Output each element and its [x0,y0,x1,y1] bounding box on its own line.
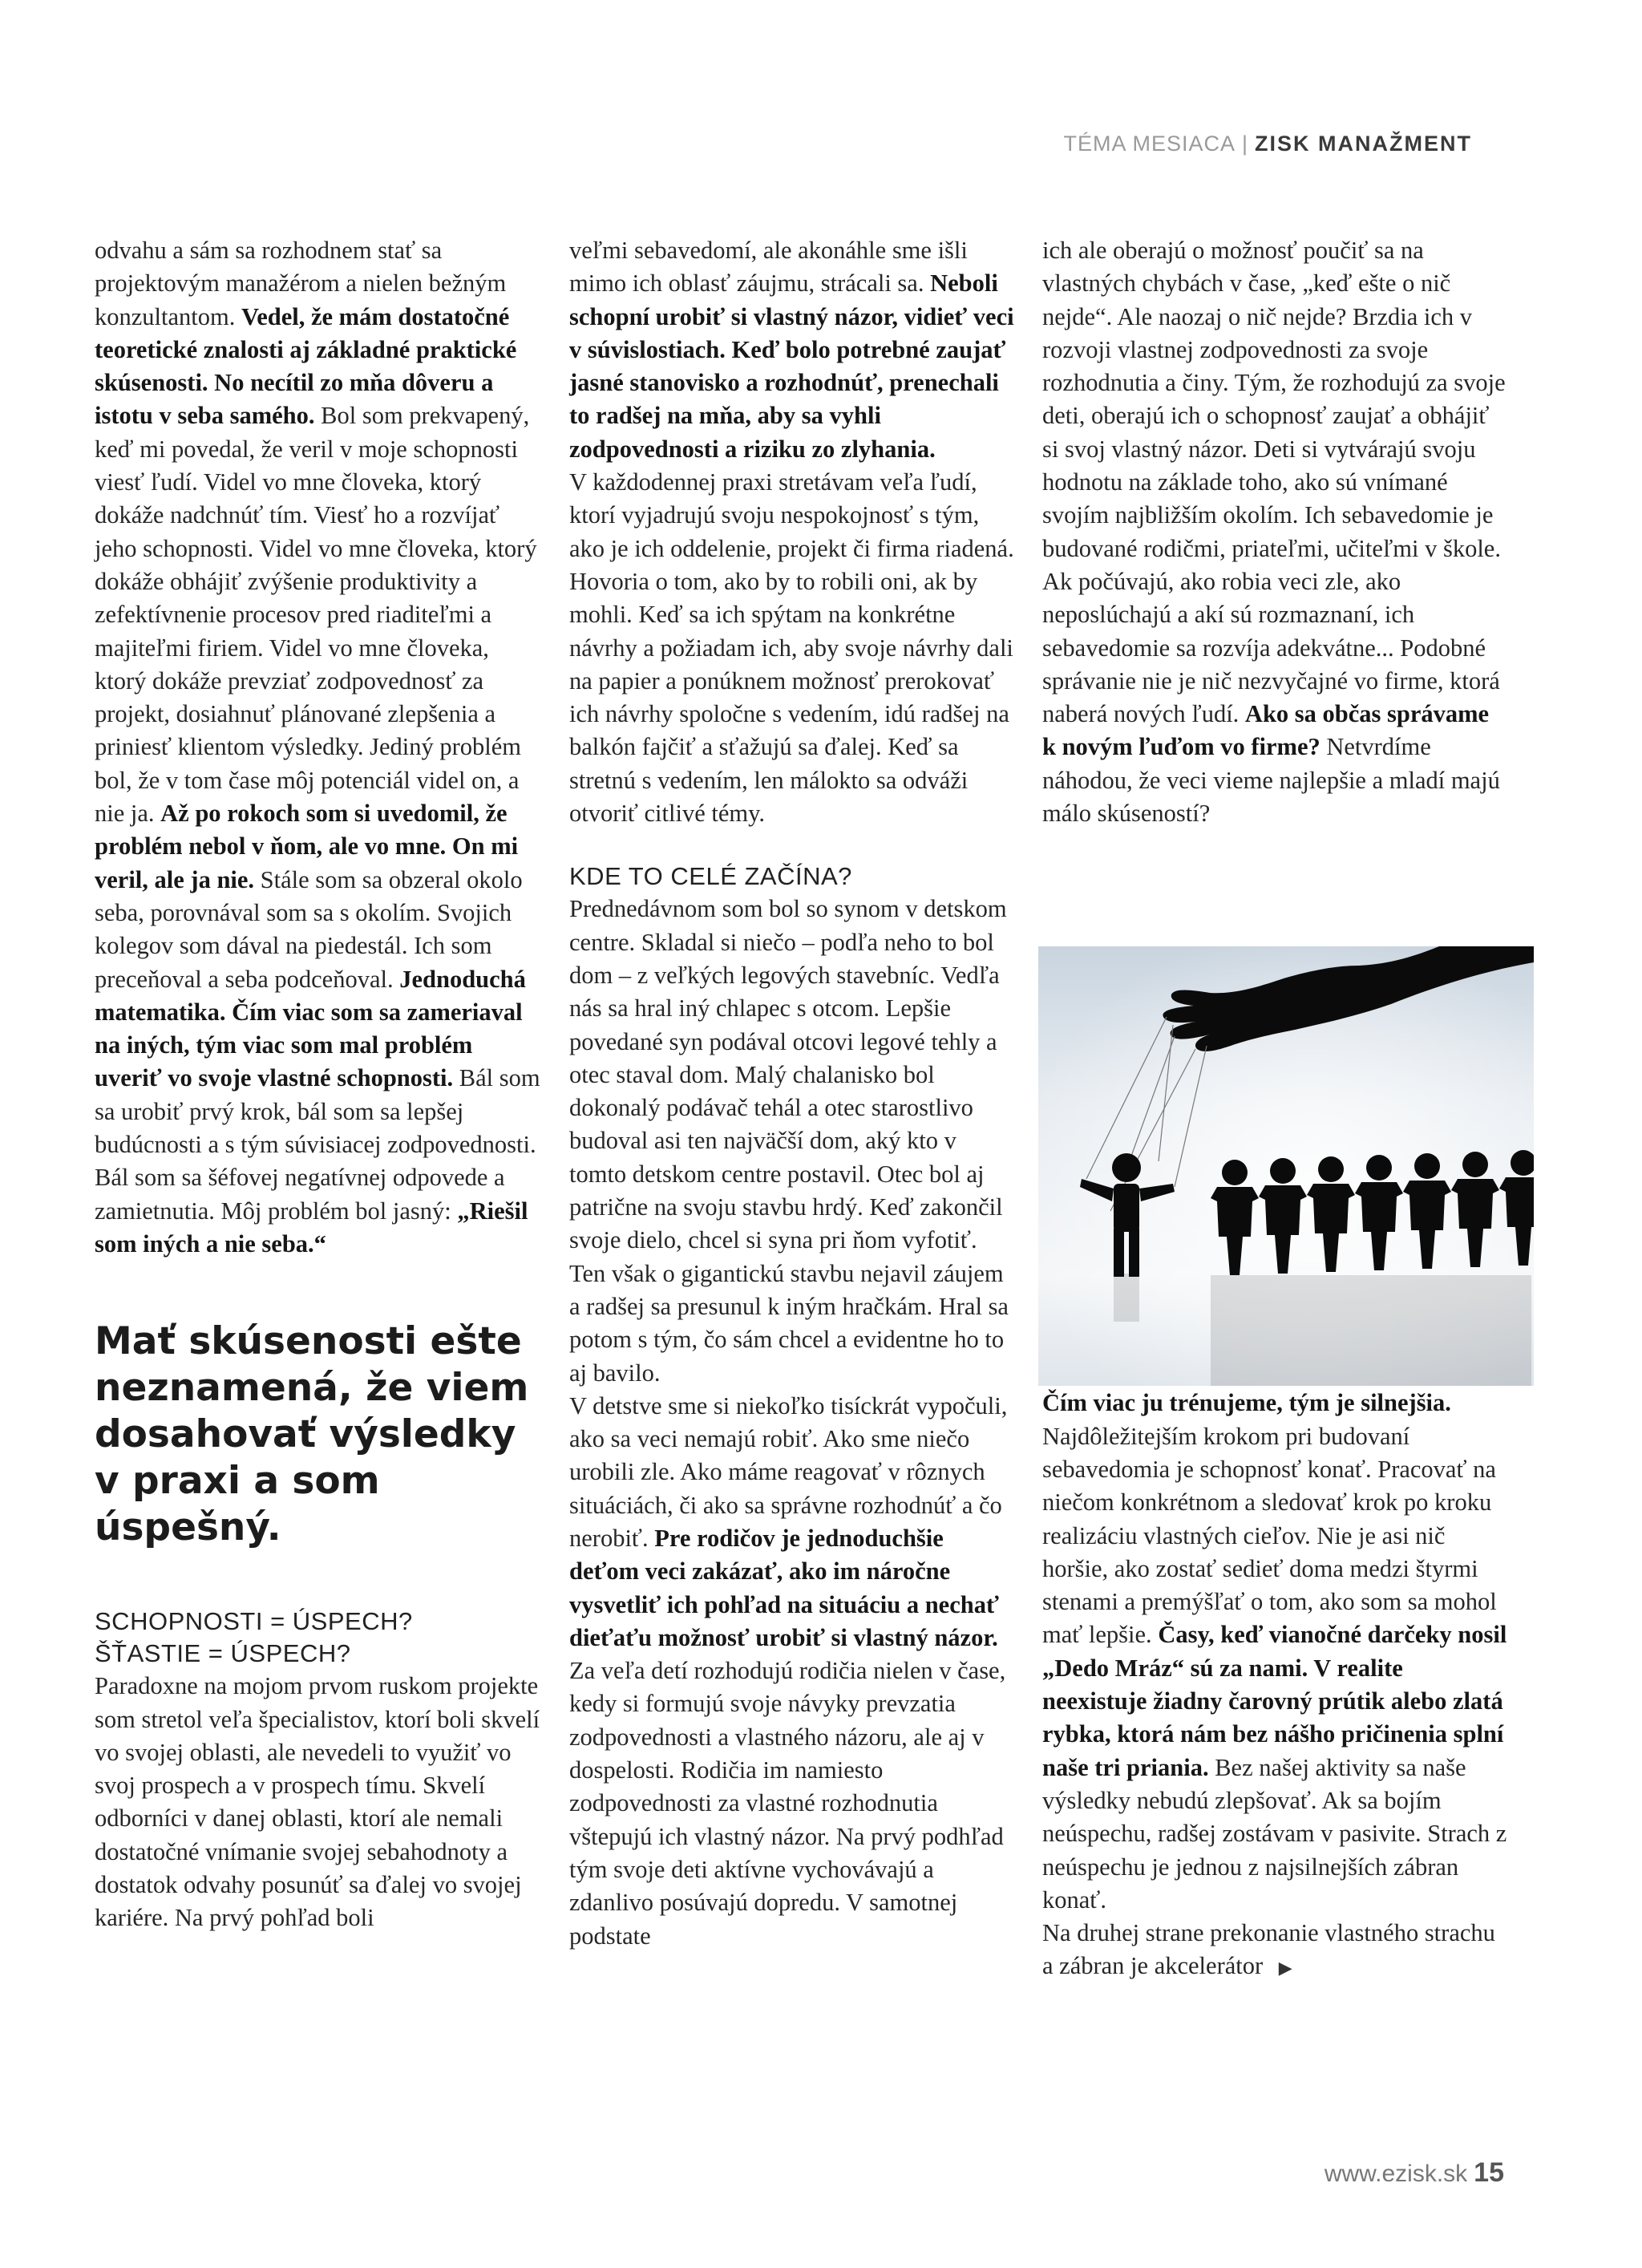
text-run: Bol som prekvapený, keď mi povedal, že veril v moje schopnosti viesť ľudí. Videl vo mne človeka, ktorý dokáže nadchnúť tím. Viesť ho a rozvíjať jeho schopnosti. Videl vo mne človeka, ktorý dokáže obhájiť zvýšenie produktivity a zefektívnenie procesov pred riaditeľmi a majiteľmi firiem. Videl vo mne človeka, ktorý dokáže prevziať zodpovednosť za projekt, dosiahnuť plánované zlepšenia a priniesť klientom výsledky. Jediný problém bol, že v tom čase môj potenciál videl on, a nie ja. [95,402,537,828]
text-run: Až po rokoch som si uvedomil, že problém nebol v ňom, ale vo mne. On mi veril, ale ja nie. [95,800,519,893]
text-run: Za veľa detí rozhodujú rodičia nielen v čase, kedy si formujú svoje návyky prevzatia zodpovednosti a vlastného názoru, ale aj v dospelosti. Rodičia im namiesto zodpovednosti za vlastné rozhodnutia vštepujú ich vlastný názor. Na prvý podhľad tým svoje deti aktívne vychovávajú a zdanlivo posúvajú dopredu. V samotnej podstate [569,1657,1006,1950]
column-1 [95,234,540,1935]
pull-quote: Mať skúsenosti ešte neznamená, že viem dosahovať výsledky v praxi a som úspešný. [95,1319,529,1550]
subhead-stastie: ŠŤASTIE = ÚSPECH? [95,1639,351,1668]
text-run: „Riešil som iných a nie seba.“ [95,1197,528,1258]
col2-paragraph-1 [569,234,1015,466]
section-name: ZISK MANAŽMENT [1255,132,1472,156]
spacer [569,830,1015,861]
subhead-schopnosti: SCHOPNOSTI = ÚSPECH? [95,1607,413,1636]
text-run: ich ale oberajú o možnosť poučiť sa na vlastných chybách v čase, „keď ešte o nič nejde“. Ale naozaj o nič nejde? Brzdia ich v rozvoji vlastnej zodpovednosti za svoje rozhodnutia a činy. Tým, že rozhodujú za svoje deti, oberajú ich o schopnosť zaujať a obhájiť si svoj vlastný názor. Deti si vytvárajú svoju hodnotu na základe toho, ako sú vnímané svojím najbližším okolím. Ich sebavedomie je budované rodičmi, priateľmi, učiteľmi v škole. Ak počúvajú, ako robia veci zle, ako neposlúchajú a akí sú rozmaznaní, ich sebavedomie sa rozvíja adekvátne... Podobné správanie nie je nič nezvyčajné vo firme, ktorá naberá nových ľudí. [1042,237,1506,728]
text-run: Bál som sa urobiť prvý krok, bál som sa lepšej budúcnosti a s tým súvisiacej zodpovednosti. Bál som sa šéfovej negatívnej odpovede a zamietnutia. Môj problém bol jasný: [95,1064,540,1225]
text-run: Neboli schopní urobiť si vlastný názor, vidieť veci v súvislostiach. Keď bolo potrebné zaujať jasné stanovisko a rozhodnúť, prenechali to radšej na mňa, aby sa vyhli zodpovednosti a riziku zo zlyhania. [569,269,1014,463]
col2-paragraph-4 [569,1390,1015,1953]
page-number: 15 [1474,2157,1504,2188]
text-run: Vedel, že mám dostatočné teoretické znalosti aj základné praktické skúsenosti. No necítil zo mňa dôveru a istotu v seba samého. [95,302,517,430]
page-footer [1325,2157,1504,2189]
section-label: TÉMA MESIACA [1063,132,1236,156]
col3-paragraph-1 [1042,234,1507,830]
text-run: Netvrdíme náhodou, že veci vieme najlepšie a mladí majú málo skúseností? [1042,733,1500,828]
text-run: veľmi sebavedomí, ale akonáhle sme išli mimo ich oblasť záujmu, strácali sa. [569,237,968,298]
subhead-kde-to-cele-zacina: KDE TO CELÉ ZAČÍNA? [569,862,852,891]
text-run: odvahu a sám sa rozhodnem stať sa projektovým manažérom a nielen bežným konzultantom. [95,237,507,330]
text-run: V detstve sme si niekoľko tisíckrát vypočuli, ako sa veci nemajú robiť. Ako sme niečo urobili zle. Ako máme reagovať v rôznych situáciách, či ako sa správne rozhodnúť a čo nerobiť. [569,1391,1008,1552]
text-run: Najdôležitejším krokom pri budovaní sebavedomia je schopnosť konať. Pracovať na niečom konkrétnom a sledovať krok po kroku realizáciu vlastných cieľov. Nie je asi nič horšie, ako zostať sedieť doma medzi štyrmi stenami a premýšľať o tom, ako som sa mohol mať lepšie. [1042,1422,1497,1649]
puppet-hand-illustration [1038,946,1534,1386]
text-run: Čím viac ju trénujeme, tým je silnejšia. [1042,1389,1451,1417]
col1-paragraph-1 [95,234,540,1261]
text-run: Stále som sa obzeral okolo seba, porovnával som sa s okolím. Svojich kolegov som dával na piedestál. Ich som preceňoval a seba podceňoval. [95,865,523,993]
column-2 [569,234,1015,1953]
text-run: Pre rodičov je jednoduchšie deťom veci zakázať, ako im náročne vysvetliť ich pohľad na situáciu a nechať dieťaťu možnosť urobiť si vlastný názor. [569,1524,999,1651]
col3-paragraph-3 [1042,1917,1507,1986]
spacer [95,1261,540,1318]
col3-paragraph-3-text: Na druhej strane prekonanie vlastného strachu a zábran je akcelerátor [1042,1919,1495,1980]
text-run: Jednoduchá matematika. Čím viac som sa zameriaval na iných, tým viac som mal problém uveriť vo svoje vlastné schopnosti. [95,965,526,1092]
text-run: Časy, keď vianočné darčeky nosil „Dedo Mráz“ sú za nami. V realite neexistuje žiadny čarovný prútik alebo zlatá rybka, ktorá nám bez nášho pričinenia splní naše tri priania. [1042,1621,1507,1781]
spacer [95,1551,540,1606]
col1-paragraph-2: Paradoxne na mojom prvom ruskom projekte som stretol veľa špecialistov, ktorí boli skvelí vo svojej oblasti, ale nevedeli to využiť vo svoj prospech a v prospech tímu. Skvelí odborníci v danej oblasti, ktorí ale nemali dostatočné vnímanie svojej sebahodnoty a dostatok odvahy posunúť sa ďalej vo svojej kariére. Na prvý pohľad boli [95,1672,540,1932]
col3-paragraph-2 [1042,1387,1507,1917]
page-header [1063,132,1472,156]
header-separator: | [1242,132,1249,156]
col2-paragraph-3: Prednedávnom som bol so synom v detskom centre. Skladal si niečo – podľa neho to bol dom – z veľkých legových stavebníc. Vedľa nás sa hral iný chlapec s otcom. Lepšie povedané syn podával otcovi legové tehly a otec staval dom. Malý chalanisko bol dokonalý podávač tehál a otec starostlivo budoval asi ten najväčší dom, aký kto v tomto detskom centre postavil. Otec bol aj patrične na svoju stavbu hrdý. Keď zakončil svoje dielo, chcel si syna pri ňom vyfotiť. Ten však o gigantickú stavbu nejavil záujem a radšej sa presunul k iným hračkám. Hral sa potom s tým, čo sám chcel a evidentne ho to aj bavilo. [569,895,1009,1387]
continue-arrow-icon: ▶ [1278,1958,1292,1979]
text-run: Bez našej aktivity sa naše výsledky nebudú zlepšovať. Ak sa bojím neúspechu, radšej zostávam v pasivite. Strach z neúspechu je jednou z najsilnejších zábran konať. [1042,1753,1507,1914]
puppet-hand-svg [1038,946,1534,1386]
footer-url: www.ezisk.sk [1324,2161,1468,2187]
col2-paragraph-2: V každodennej praxi stretávam veľa ľudí, ktorí vyjadrujú svoju nespokojnosť s tým, ako je ich oddelenie, projekt či firma riadená. Hovoria o tom, ako by to robili oni, ak by mohli. Keď sa ich spýtam na konkrétne návrhy a požiadam ich, aby svoje návrhy dali na papier a ponúknem možnosť prerokovať ich návrhy spoločne s vedením, idú radšej na balkón fajčiť a sťažujú sa ďalej. Keď sa stretnú s vedením, len málokto sa odváži otvoriť citlivé témy. [569,468,1014,828]
text-run: Ako sa občas správame k novým ľuďom vo firme? [1042,700,1490,761]
